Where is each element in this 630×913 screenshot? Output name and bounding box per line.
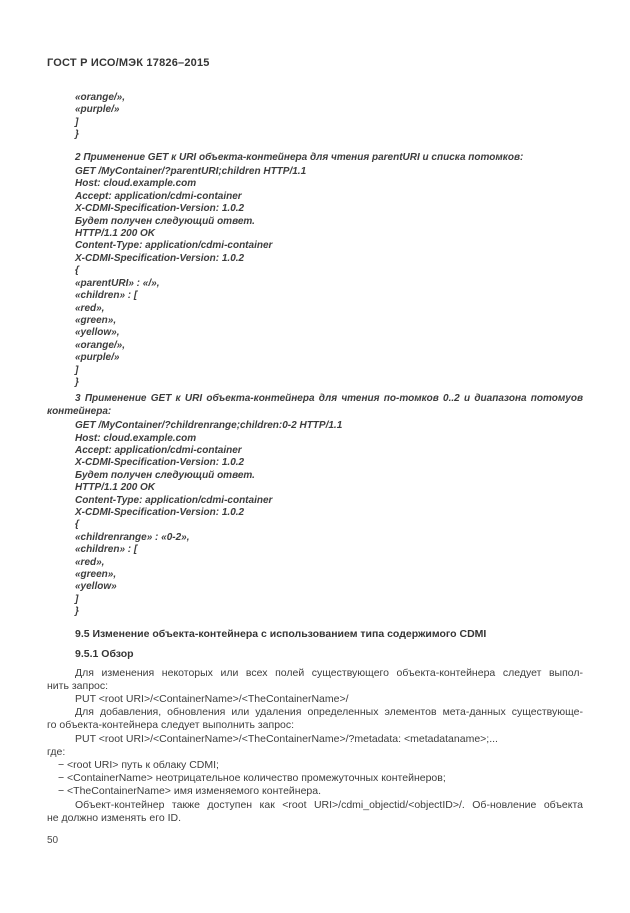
code-line: HTTP/1.1 200 OK bbox=[75, 482, 156, 494]
code-line: Будет получен следующий ответ. bbox=[75, 469, 255, 481]
code-block-example2 bbox=[47, 166, 583, 389]
code-line: X-CDMI-Specification-Version: 1.0.2 bbox=[75, 203, 245, 215]
code-line: { bbox=[75, 519, 79, 531]
code-line: «red», bbox=[75, 302, 105, 314]
code-line: HTTP/1.1 200 OK bbox=[75, 228, 156, 240]
code-line: «red», bbox=[75, 556, 105, 568]
paragraph-1-line2: нить запрос: bbox=[47, 679, 109, 692]
code-line: «purple/» bbox=[75, 352, 120, 364]
code-line: X-CDMI-Specification-Version: 1.0.2 bbox=[75, 252, 245, 264]
code-line: X-CDMI-Specification-Version: 1.0.2 bbox=[75, 457, 245, 469]
code-line: Host: cloud.example.com bbox=[75, 432, 197, 444]
document-header: ГОСТ Р ИСО/МЭК 17826–2015 bbox=[47, 57, 210, 69]
definition-list-item: − <root URI> путь к облаку CDMI; bbox=[58, 759, 219, 772]
code-line: ] bbox=[75, 116, 79, 128]
code-line: Будет получен следующий ответ. bbox=[75, 215, 255, 227]
paragraph-3-line2: не должно изменять его ID. bbox=[47, 811, 182, 824]
paragraph-2-line2: го объекта-контейнера следует выполнить запрос: bbox=[47, 719, 295, 732]
where-label: где: bbox=[47, 745, 66, 758]
code-line: «green», bbox=[75, 314, 117, 326]
example3-intro bbox=[47, 393, 583, 418]
example3-intro-line2: контейнера: bbox=[47, 405, 112, 417]
paragraph-1-line1: Для изменения некоторых или всех полей существующего объекта-контейнера следует выпол- bbox=[75, 666, 583, 679]
code-line: Content-Type: application/cdmi-container bbox=[75, 240, 273, 252]
code-line: Host: cloud.example.com bbox=[75, 178, 197, 190]
code-line: «children» : [ bbox=[75, 544, 138, 556]
code-line: { bbox=[75, 265, 79, 277]
code-line: «yellow» bbox=[75, 581, 117, 593]
code-line: GET /MyContainer/?parentURI;children HTTP/1.1 bbox=[75, 166, 307, 178]
code-line: «childrenrange» : «0-2», bbox=[75, 531, 190, 543]
code-line: «green», bbox=[75, 569, 117, 581]
code-block-example3 bbox=[47, 420, 583, 619]
code-line: } bbox=[75, 606, 79, 618]
page-number: 50 bbox=[47, 835, 59, 846]
code-line: «orange/», bbox=[75, 339, 126, 351]
code-line: } bbox=[75, 376, 79, 388]
code-line: Content-Type: application/cdmi-container bbox=[75, 494, 273, 506]
put-request-1: PUT <root URI>/<ContainerName>/<TheContainerName>/ bbox=[75, 693, 349, 706]
code-line: ] bbox=[75, 593, 79, 605]
definition-list-item: − <ContainerName> неотрицательное количество промежуточных контейнеров; bbox=[58, 772, 446, 785]
example3-intro-line1: 3 Применение GET к URI объекта-контейнера для чтения по-томков 0..2 и диапазона потомуов bbox=[75, 393, 583, 405]
definition-list-item: − <TheContainerName> имя изменяемого контейнера. bbox=[58, 785, 322, 798]
example2-intro: 2 Применение GET к URI объекта-контейнера для чтения parentURI и списка потомков: bbox=[75, 151, 524, 163]
paragraph-3-line1: Объект-контейнер также доступен как <root URI>/cdmi_objectid/<objectID>/. Об-новление объекта bbox=[75, 798, 583, 811]
code-line: «purple/» bbox=[75, 104, 120, 116]
definition-list bbox=[47, 759, 583, 799]
code-line: «yellow», bbox=[75, 327, 120, 339]
code-line: «parentURI» : «/», bbox=[75, 277, 160, 289]
section-heading-9-5: 9.5 Изменение объекта-контейнера с использованием типа содержимого CDMI bbox=[75, 627, 487, 640]
code-line: GET /MyContainer/?childrenrange;children:0-2 HTTP/1.1 bbox=[75, 420, 343, 432]
code-line: ] bbox=[75, 364, 79, 376]
code-line: X-CDMI-Specification-Version: 1.0.2 bbox=[75, 507, 245, 518]
paragraph-3 bbox=[47, 799, 583, 825]
put-request-2: PUT <root URI>/<ContainerName>/<TheContainerName>/?metadata: <metadataname>;... bbox=[75, 732, 498, 745]
code-line: Accept: application/cdmi-container bbox=[75, 444, 242, 456]
code-line: } bbox=[75, 129, 79, 141]
section-subheading-9-5-1: 9.5.1 Обзор bbox=[75, 647, 134, 660]
code-block-example1-tail bbox=[47, 92, 583, 142]
paragraph-2 bbox=[47, 706, 583, 732]
paragraph-2-line1: Для добавления, обновления или удаления определенных элементов мета-данных существующе- bbox=[75, 706, 583, 719]
paragraph-1 bbox=[47, 667, 583, 693]
code-line: «children» : [ bbox=[75, 290, 138, 302]
code-line: Accept: application/cdmi-container bbox=[75, 190, 242, 202]
code-line: «orange/», bbox=[75, 92, 126, 103]
